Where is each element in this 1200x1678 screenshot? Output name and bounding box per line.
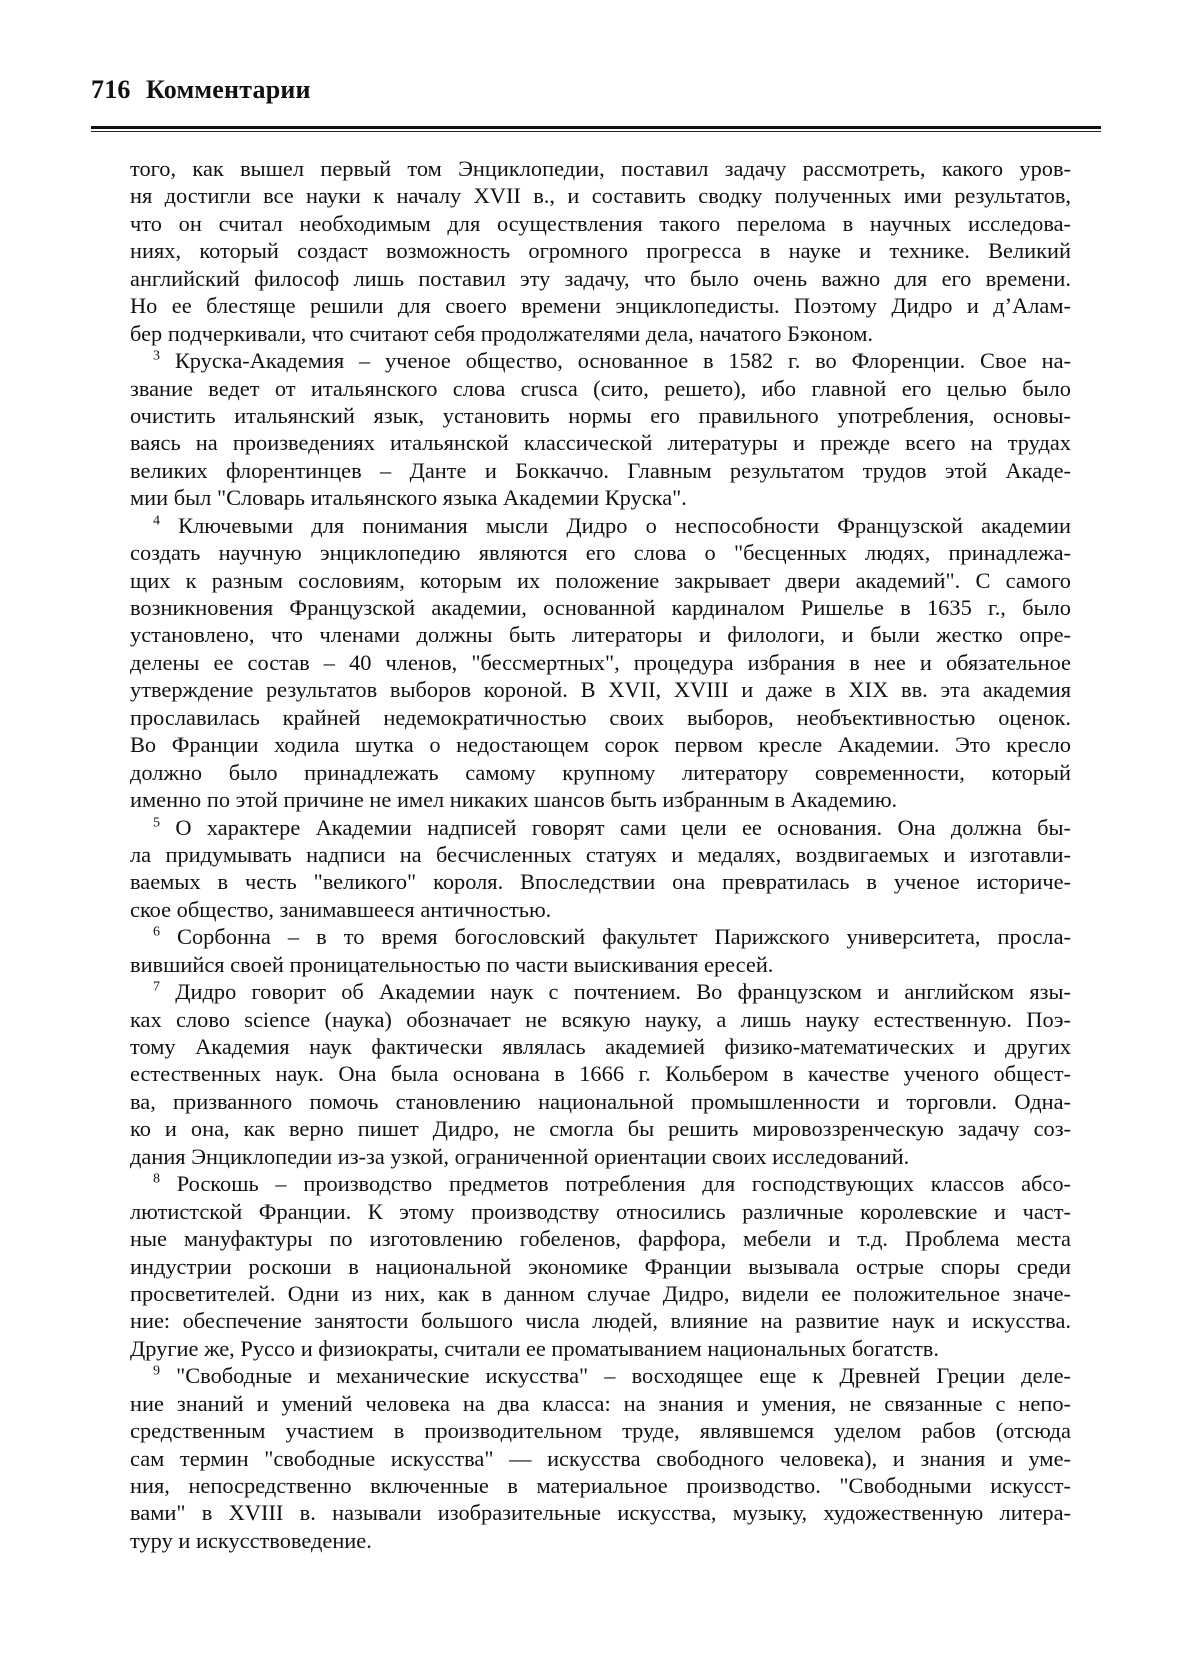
footnote-number: 3 [153, 348, 160, 364]
line-text: звание ведет от итальянского слова crusca (сито, решето), ибо главной его целью было [130, 375, 1071, 401]
line-text: английский философ лишь поставил эту задачу, что было очень важно для его времени. [130, 265, 1071, 291]
text-line [130, 182, 1071, 209]
line-text: ния, непосредственно включенные в материальное производство. "Свободными искусст- [130, 1473, 1071, 1498]
line-text: бер подчеркивали, что считают себя продолжателями дела, начатого Бэконом. [130, 320, 874, 346]
text-line [130, 1417, 1071, 1444]
footnote-number: 7 [153, 979, 160, 995]
footnote-line-3 [130, 347, 1071, 374]
line-text: Сорбонна – в то время богословский факультет Парижского университета, просла- [160, 924, 1071, 950]
line-text: Дидро говорит об Академии наук с почтением. Во французском и английском язы- [160, 979, 1071, 1005]
footnote-line-7 [130, 978, 1071, 1005]
text-line [130, 621, 1071, 648]
text-line [130, 237, 1071, 264]
text-line [130, 402, 1071, 429]
line-text: утверждение результатов выборов короной. В XVII, XVIII и даже в XIX вв. эта академия [130, 677, 1071, 703]
line-text: прославилась крайней недемократичностью своих выборов, необъективностью оценок. [130, 704, 1071, 730]
running-title: Комментарии [146, 75, 311, 104]
text-line [130, 594, 1071, 621]
text-line [130, 457, 1071, 484]
line-text: того, как вышел первый том Энциклопедии, поставил задачу рассмотреть, какого уров- [130, 156, 1071, 181]
line-text: великих флорентинцев – Данте и Боккаччо. Главным результатом трудов этой Акаде- [130, 457, 1071, 483]
text-line [130, 676, 1071, 703]
line-text: ваясь на произведениях итальянской классической литературы и прежде всего на трудах [130, 430, 1071, 456]
text-line [130, 539, 1071, 566]
footnote-line-9 [130, 1362, 1071, 1389]
line-text: дания Энциклопедии из-за узкой, ограниченной ориентации своих исследований. [130, 1143, 910, 1169]
header-rule-thick [91, 126, 1101, 129]
line-text: должно было принадлежать самому крупному литератору современности, который [130, 759, 1071, 785]
text-line [130, 292, 1071, 319]
text-line [130, 649, 1071, 676]
header-rule-thin [91, 131, 1101, 132]
page-number: 716 [91, 75, 131, 104]
line-text: просветителей. Одни из них, как в данном случае Дидро, видели ее положительное значе- [130, 1280, 1071, 1306]
header-rule [91, 126, 1101, 134]
line-text: ние знаний и умений человека на два класса: на знания и умения, не связанные с непо- [130, 1390, 1071, 1416]
text-line [130, 1006, 1071, 1033]
text-line [130, 731, 1071, 758]
text-line [130, 1060, 1071, 1087]
line-text: вившийся своей проницательностью по части выискивания ересей. [130, 951, 774, 977]
line-text: щих к разным сословиям, которым их положение закрывает двери академий". С самого [130, 567, 1071, 593]
text-line [130, 704, 1071, 731]
text-line [130, 951, 1071, 978]
line-text: Но ее блестяще решили для своего времени энциклопедисты. Поэтому Дидро и д’Алам- [130, 293, 1071, 319]
text-line [130, 429, 1071, 456]
text-line [130, 1033, 1071, 1060]
line-text: ваемых в честь "великого" короля. Впоследствии она превратилась в ученое историче- [130, 869, 1071, 895]
line-text: ское общество, занимавшееся античностью. [130, 896, 552, 922]
commentary-body [130, 155, 1071, 1554]
footnote-line-4 [130, 512, 1071, 539]
text-line [130, 1335, 1071, 1362]
text-line [130, 1445, 1071, 1472]
text-line [130, 1527, 1071, 1554]
text-line [130, 1143, 1071, 1170]
text-line [130, 868, 1071, 895]
text-line [130, 567, 1071, 594]
text-line [130, 484, 1071, 511]
text-line [130, 375, 1071, 402]
text-line [130, 320, 1071, 347]
line-text: ня достигли все науки к началу XVII в., и составить сводку полученных ими результатов, [130, 183, 1071, 209]
text-line [130, 759, 1071, 786]
line-text: туру и искусствоведение. [130, 1527, 372, 1553]
footnote-line-8 [130, 1170, 1071, 1197]
text-line [130, 896, 1071, 923]
text-line [130, 841, 1071, 868]
line-text: установлено, что членами должны быть литераторы и филологи, и были жестко опре- [130, 622, 1071, 648]
line-text: возникновения Французской академии, основанной кардиналом Ришелье в 1635 г., было [130, 595, 1071, 620]
text-line [130, 1253, 1071, 1280]
text-line [130, 786, 1071, 813]
footnote-number: 9 [153, 1363, 160, 1379]
line-text: что он считал необходимым для осуществления такого перелома в научных исследова- [130, 210, 1071, 236]
text-line [130, 155, 1071, 182]
line-text: Роскошь – производство предметов потребления для господствующих классов абсо- [160, 1171, 1071, 1197]
line-text: средственным участием в производительном труде, являвшемся уделом рабов (отсюда [130, 1418, 1071, 1444]
line-text: делены ее состав – 40 членов, "бессмертных", процедура избрания в нее и обязательное [130, 649, 1071, 675]
line-text: естественных наук. Она была основана в 1666 г. Кольбером в качестве ученого общест- [130, 1061, 1071, 1087]
line-text: лютистской Франции. К этому производству относились различные королевские и част- [130, 1198, 1071, 1224]
footnote-line-5 [130, 814, 1071, 841]
text-line [130, 1472, 1071, 1499]
line-text: ные мануфактуры по изготовлению гобеленов, фарфора, мебели и т.д. Проблема места [130, 1226, 1071, 1252]
line-text: Ключевыми для понимания мысли Дидро о неспособности Французской академии [160, 512, 1071, 538]
line-text: именно по этой причине не имел никаких шансов быть избранным в Академию. [130, 787, 898, 813]
line-text: ва, призванного помочь становлению национальной промышленности и торговли. Одна- [130, 1088, 1071, 1114]
line-text: ках слово science (наука) обозначает не всякую науку, а лишь науку естественную. Поэ- [130, 1006, 1071, 1032]
line-text: индустрии роскоши в национальной экономике Франции вызывала острые споры среди [130, 1253, 1071, 1279]
text-line [130, 210, 1071, 237]
footnote-line-6 [130, 923, 1071, 950]
line-text: ла придумывать надписи на бесчисленных статуях и медалях, воздвигаемых и изготавли- [130, 841, 1071, 867]
footnote-number: 8 [153, 1171, 160, 1187]
line-text: Во Франции ходила шутка о недостающем сорок первом кресле Академии. Это кресло [130, 732, 1071, 758]
text-line [130, 1088, 1071, 1115]
line-text: ние: обеспечение занятости большого числа людей, влияние на развитие наук и искусства. [130, 1308, 1071, 1334]
line-text: вами" в XVIII в. называли изобразительные искусства, музыку, художественную литера- [130, 1500, 1071, 1526]
line-text: Круска-Академия – ученое общество, основанное в 1582 г. во Флоренции. Свое на- [160, 348, 1071, 374]
line-text: ко и она, как верно пишет Дидро, не смогла бы решить мировоззренческую задачу соз- [130, 1116, 1071, 1142]
line-text: сам термин "свободные искусства" — искусства свободного человека), и знания и уме- [130, 1445, 1071, 1471]
text-line [130, 1307, 1071, 1334]
text-line [130, 1280, 1071, 1307]
line-text: ниях, который создаст возможность огромного прогресса в науке и технике. Великий [130, 238, 1071, 264]
line-text: создать научную энциклопедию являются его слова о "бесценных людях, принадлежа- [130, 540, 1071, 566]
text-line [130, 1499, 1071, 1526]
text-line [130, 1198, 1071, 1225]
text-line [130, 1115, 1071, 1142]
line-text: очистить итальянский язык, установить нормы его правильного употребления, основы- [130, 402, 1071, 428]
text-line [130, 265, 1071, 292]
text-line [130, 1390, 1071, 1417]
footnote-number: 6 [153, 924, 160, 940]
text-line [130, 1225, 1071, 1252]
line-text: Другие же, Руссо и физиократы, считали ее проматыванием национальных богатств. [130, 1335, 939, 1361]
line-text: тому Академия наук фактически являлась академией физико-математических и других [130, 1034, 1071, 1059]
footnote-number: 5 [153, 815, 160, 831]
line-text: мии был "Словарь итальянского языка Академии Круска". [130, 485, 687, 511]
line-text: О характере Академии надписей говорят сами цели ее основания. Она должна бы- [160, 814, 1071, 840]
page-header [91, 70, 1091, 110]
footnote-number: 4 [153, 513, 160, 529]
line-text: "Свободные и механические искусства" – восходящее еще к Древней Греции деле- [160, 1363, 1071, 1389]
